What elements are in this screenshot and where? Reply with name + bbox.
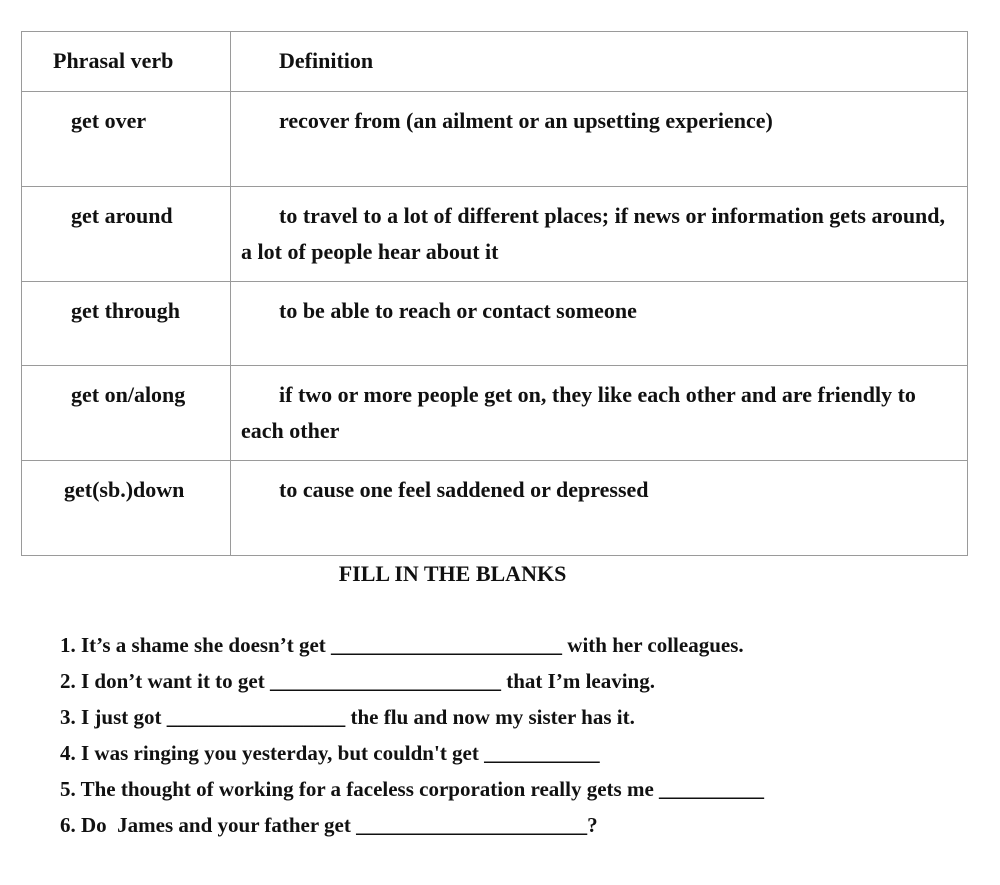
verb-cell: get around xyxy=(22,187,231,282)
sentence-3: 3. I just got _________________ the flu and now my sister has it. xyxy=(60,705,635,729)
verb-cell: get over xyxy=(22,92,231,187)
table-row xyxy=(22,92,968,187)
definition-text: to travel to a lot of different places; if news or information gets around, a lot of people hear about it xyxy=(241,203,946,264)
verb-cell: get through xyxy=(22,282,231,366)
sentence-1: 1. It’s a shame she doesn’t get ______________________ with her colleagues. xyxy=(60,633,744,657)
definition-text: if two or more people get on, they like each other and are friendly to each other xyxy=(241,382,916,443)
definition-cell xyxy=(231,366,968,461)
definition-text: to cause one feel saddened or depressed xyxy=(279,477,649,502)
sentence-2: 2. I don’t want it to get ______________________ that I’m leaving. xyxy=(60,669,655,693)
sentence-6: 6. Do James and your father get ______________________? xyxy=(60,813,598,837)
table-row xyxy=(22,461,968,556)
header-definition-text: Definition xyxy=(279,48,374,73)
table-row xyxy=(22,187,968,282)
definition-cell xyxy=(231,92,968,187)
header-definition xyxy=(231,32,968,92)
sentence-4: 4. I was ringing you yesterday, but couldn't get ___________ xyxy=(60,741,600,765)
table-row xyxy=(22,282,968,366)
phrasal-verb-table xyxy=(21,31,968,556)
table-row xyxy=(22,366,968,461)
exercise-title: FILL IN THE BLANKS xyxy=(338,561,567,586)
definition-cell xyxy=(231,282,968,366)
exercise-sentences xyxy=(60,627,764,843)
verb-cell: get(sb.)down xyxy=(22,461,231,556)
verb-cell: get on/along xyxy=(22,366,231,461)
definition-cell xyxy=(231,461,968,556)
table-header-row xyxy=(22,32,968,92)
sentence-5: 5. The thought of working for a faceless corporation really gets me __________ xyxy=(60,777,765,801)
definition-text: recover from (an ailment or an upsetting experience) xyxy=(279,108,773,133)
header-phrasal-verb: Phrasal verb xyxy=(22,32,231,92)
definition-text: to be able to reach or contact someone xyxy=(279,298,637,323)
definition-cell xyxy=(231,187,968,282)
